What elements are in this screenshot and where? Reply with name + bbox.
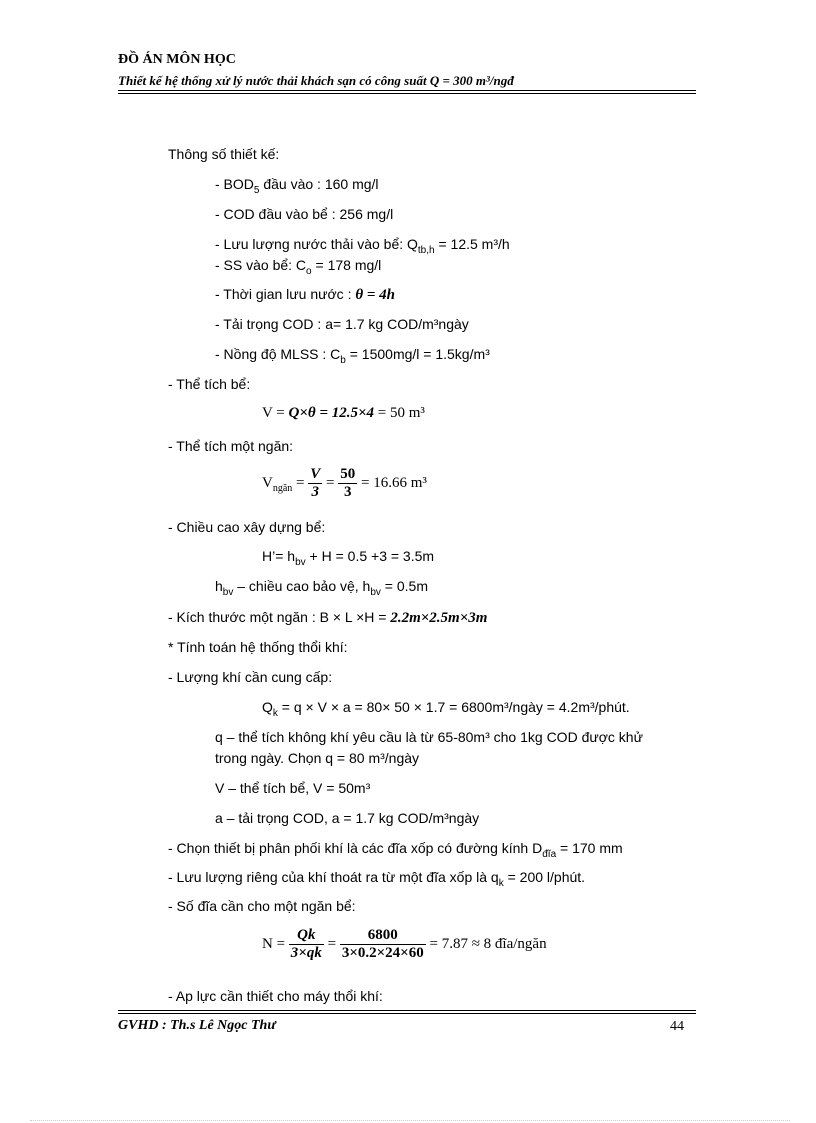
line-a-definition: a – tải trọng COD, a = 1.7 kg COD/m³ngày	[215, 810, 480, 826]
header-rule	[118, 90, 696, 91]
page-number: 44	[670, 1019, 684, 1034]
document-title: ĐỒ ÁN MÔN HỌC	[118, 52, 236, 67]
line-bod: - $BOD_5$ đầu vào : 160 mg/l	[215, 176, 379, 196]
page-bottom-divider	[30, 1120, 790, 1121]
formula-tank-volume: V = Q×θ = 12.5×4 = 50 m³	[262, 405, 425, 421]
document-subtitle: Thiết kế hệ thống xử lý nước thải khách sạn có công suất Q = 300 m³/ngđ	[118, 73, 514, 88]
line-air-required: - Lượng khí cần cung cấp:	[168, 669, 333, 685]
line-diffuser-count: - Số đĩa cần cho một ngăn bể:	[168, 898, 356, 914]
footer-rule	[118, 1010, 696, 1011]
line-design-params: Thông số thiết kế:	[168, 146, 280, 162]
line-cod: - COD đầu vào bể : 256 mg/l	[215, 206, 394, 222]
line-v-definition: V – thể tích bể, V = 50m³	[215, 780, 371, 796]
line-blower-pressure: - Ap lực cần thiết cho máy thổi khí:	[168, 988, 383, 1004]
line-freeboard: $h_{bv}$ – chiều cao bảo vệ, $h_{bv} = 0.5m$	[215, 578, 429, 598]
line-aeration-heading: * Tính toán hệ thống thổi khí:	[168, 639, 348, 655]
formula-diffuser-count: N = $\frac{Qk}{3\times qk}$ = $\frac{6800}{3\times 0.2\times 24\times 60}$ = 7.87 ≈ 8 đĩa/ngăn	[262, 927, 547, 961]
formula-build-height: H’= $h_{bv} + H = 0.5 +3 = 3.5m$	[262, 548, 435, 568]
line-q-choice: trong ngày. Chọn q = 80 m³/ngày	[215, 750, 420, 766]
fraction-qk-over-3qk: $\frac{Qk}{3\times qk}$	[290, 927, 322, 961]
formula-compartment-volume: $V_{ngăn}$ = $\frac{V}{3}$ = $\frac{50}{3}$ = 16.66 m³	[262, 466, 427, 500]
fraction-v-over-3: $\frac{V}{3}$	[310, 466, 321, 500]
line-diffuser-flow: - Lưu lượng riêng của khí thoát ra từ một đĩa xốp là $q_k = 200$ l/phút.	[168, 869, 586, 889]
line-q-definition: q – thể tích không khí yêu cầu là từ 65-80m³ cho 1kg COD được khử	[215, 729, 643, 745]
footer-rule-2	[118, 1013, 696, 1014]
header-rule-2	[118, 93, 696, 94]
line-flow: - Lưu lượng nước thải vào bể: $Q_{tb,h} = 12.5$ m³/h	[215, 236, 510, 256]
fraction-6800: $\frac{6800}{3\times 0.2\times 24\times 60}$	[341, 927, 424, 961]
line-compartment-size: - Kích thước một ngăn : B × L ×H = 2.2m×2.5m×3m	[168, 609, 488, 626]
fraction-50-over-3: $\frac{50}{3}$	[340, 466, 356, 500]
line-diffuser-choice: - Chọn thiết bị phân phối khí là các đĩa xốp có đường kính $D_{đĩa} = 170$ mm	[168, 840, 623, 860]
line-compartment-volume: - Thể tích một ngăn:	[168, 438, 294, 454]
line-ss: - SS vào bể: $C_o = 178$ mg/l	[215, 257, 382, 277]
line-mlss: - Nồng độ MLSS : $C_b = 1500mg/l = 1.5kg/m^3$	[215, 346, 490, 366]
line-build-height: - Chiều cao xây dựng bể:	[168, 519, 326, 535]
line-tank-volume: - Thể tích bể:	[168, 376, 251, 392]
supervisor-label: GVHD : Th.s Lê Ngọc Thư	[118, 1018, 276, 1033]
line-retention-time: - Thời gian lưu nước : θ = 4h	[215, 286, 396, 303]
formula-air-flow: $Q_k = q \times V \times a = 80\times 50 \times 1.7$ = 6800m³/ngày = 4.2m³/phút.	[262, 699, 630, 719]
line-cod-load: - Tải trọng COD : a= 1.7 kg COD/m³ngày	[215, 316, 469, 332]
